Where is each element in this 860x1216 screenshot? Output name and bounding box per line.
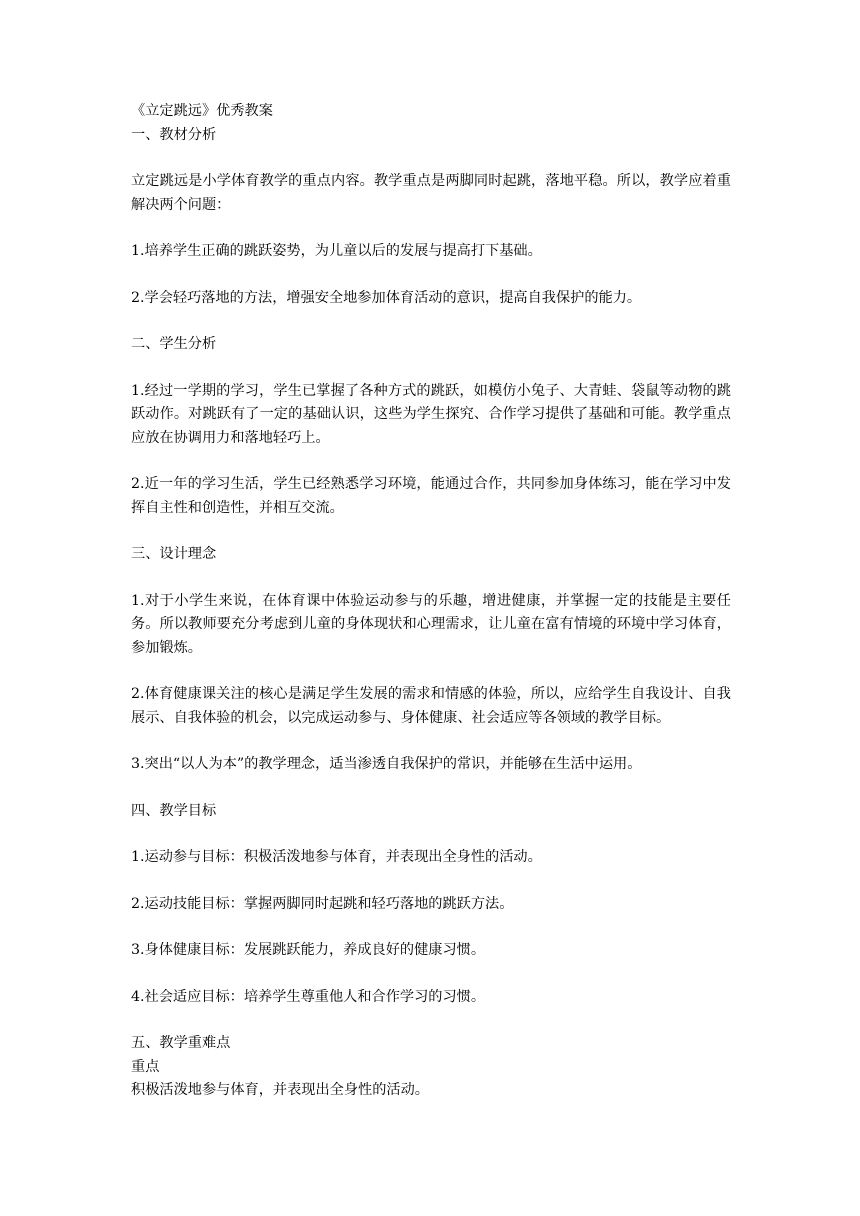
section-heading-4: 四、教学目标: [131, 802, 217, 819]
paragraph-s4-p2: 2.运动技能目标：掌握两脚同时起跳和轻巧落地的跳跃方法。: [131, 895, 514, 912]
paragraph-s4-p3: 3.身体健康目标：发展跳跃能力，养成良好的健康习惯。: [131, 942, 486, 958]
paragraph-s5-p1: 积极活泼地参与体育，并表现出全身性的活动。: [131, 1082, 429, 1098]
paragraph-s3-p3: 3.突出“以人为本”的教学理念，适当渗透自我保护的常识，并能够在生活中运用。: [131, 756, 642, 772]
subheading-key-point: 重点: [131, 1058, 160, 1075]
section-heading-3: 三、设计理念: [131, 546, 217, 562]
section-heading-2: 二、学生分析: [131, 336, 217, 352]
paragraph-s3-p1: 1.对于小学生来说，在体育课中体验运动参与的乐趣，增进健康，并掌握一定的技能是主要任务。所以教师要充分考虑到儿童的身体现状和心理需求，让儿童在富有情境的环境中学习体育，参加锻炼。: [131, 592, 731, 656]
paragraph-s2-p2: 2.近一年的学习生活，学生已经熟悉学习环境，能通过合作，共同参加身体练习，能在学习中发挥自主性和创造性，并相互交流。: [131, 476, 731, 516]
document-page: [131, 100, 731, 1103]
paragraph-s1-intro: 立定跳远是小学体育教学的重点内容。教学重点是两脚同时起跳，落地平稳。所以，教学应着重解决两个问题：: [131, 173, 731, 213]
document-title: 《立定跳远》优秀教案: [131, 103, 273, 119]
section-heading-1: 一、教材分析: [131, 126, 217, 143]
paragraph-s1-p2: 2.学会轻巧落地的方法，增强安全地参加体育活动的意识，提高自我保护的能力。: [131, 289, 642, 306]
paragraph-s1-p1: 1.培养学生正确的跳跃姿势，为儿童以后的发展与提高打下基础。: [131, 243, 542, 259]
section-heading-5: 五、教学重难点: [131, 1035, 231, 1051]
paragraph-s4-p4: 4.社会适应目标：培养学生尊重他人和合作学习的习惯。: [131, 988, 486, 1005]
paragraph-s4-p1: 1.运动参与目标：积极活泼地参与体育，并表现出全身性的活动。: [131, 849, 542, 865]
paragraph-s2-p1: 1.经过一学期的学习，学生已掌握了各种方式的跳跃，如模仿小兔子、大青蛙、袋鼠等动物的跳跃动作。对跳跃有了一定的基础认识，这些为学生探究、合作学习提供了基础和可能。教学重点应放在协调用力和落地轻巧上。: [131, 382, 731, 446]
paragraph-s3-p2: 2.体育健康课关注的核心是满足学生发展的需求和情感的体验，所以，应给学生自我设计、自我展示、自我体验的机会，以完成运动参与、身体健康、社会适应等各领域的教学目标。: [131, 686, 731, 726]
